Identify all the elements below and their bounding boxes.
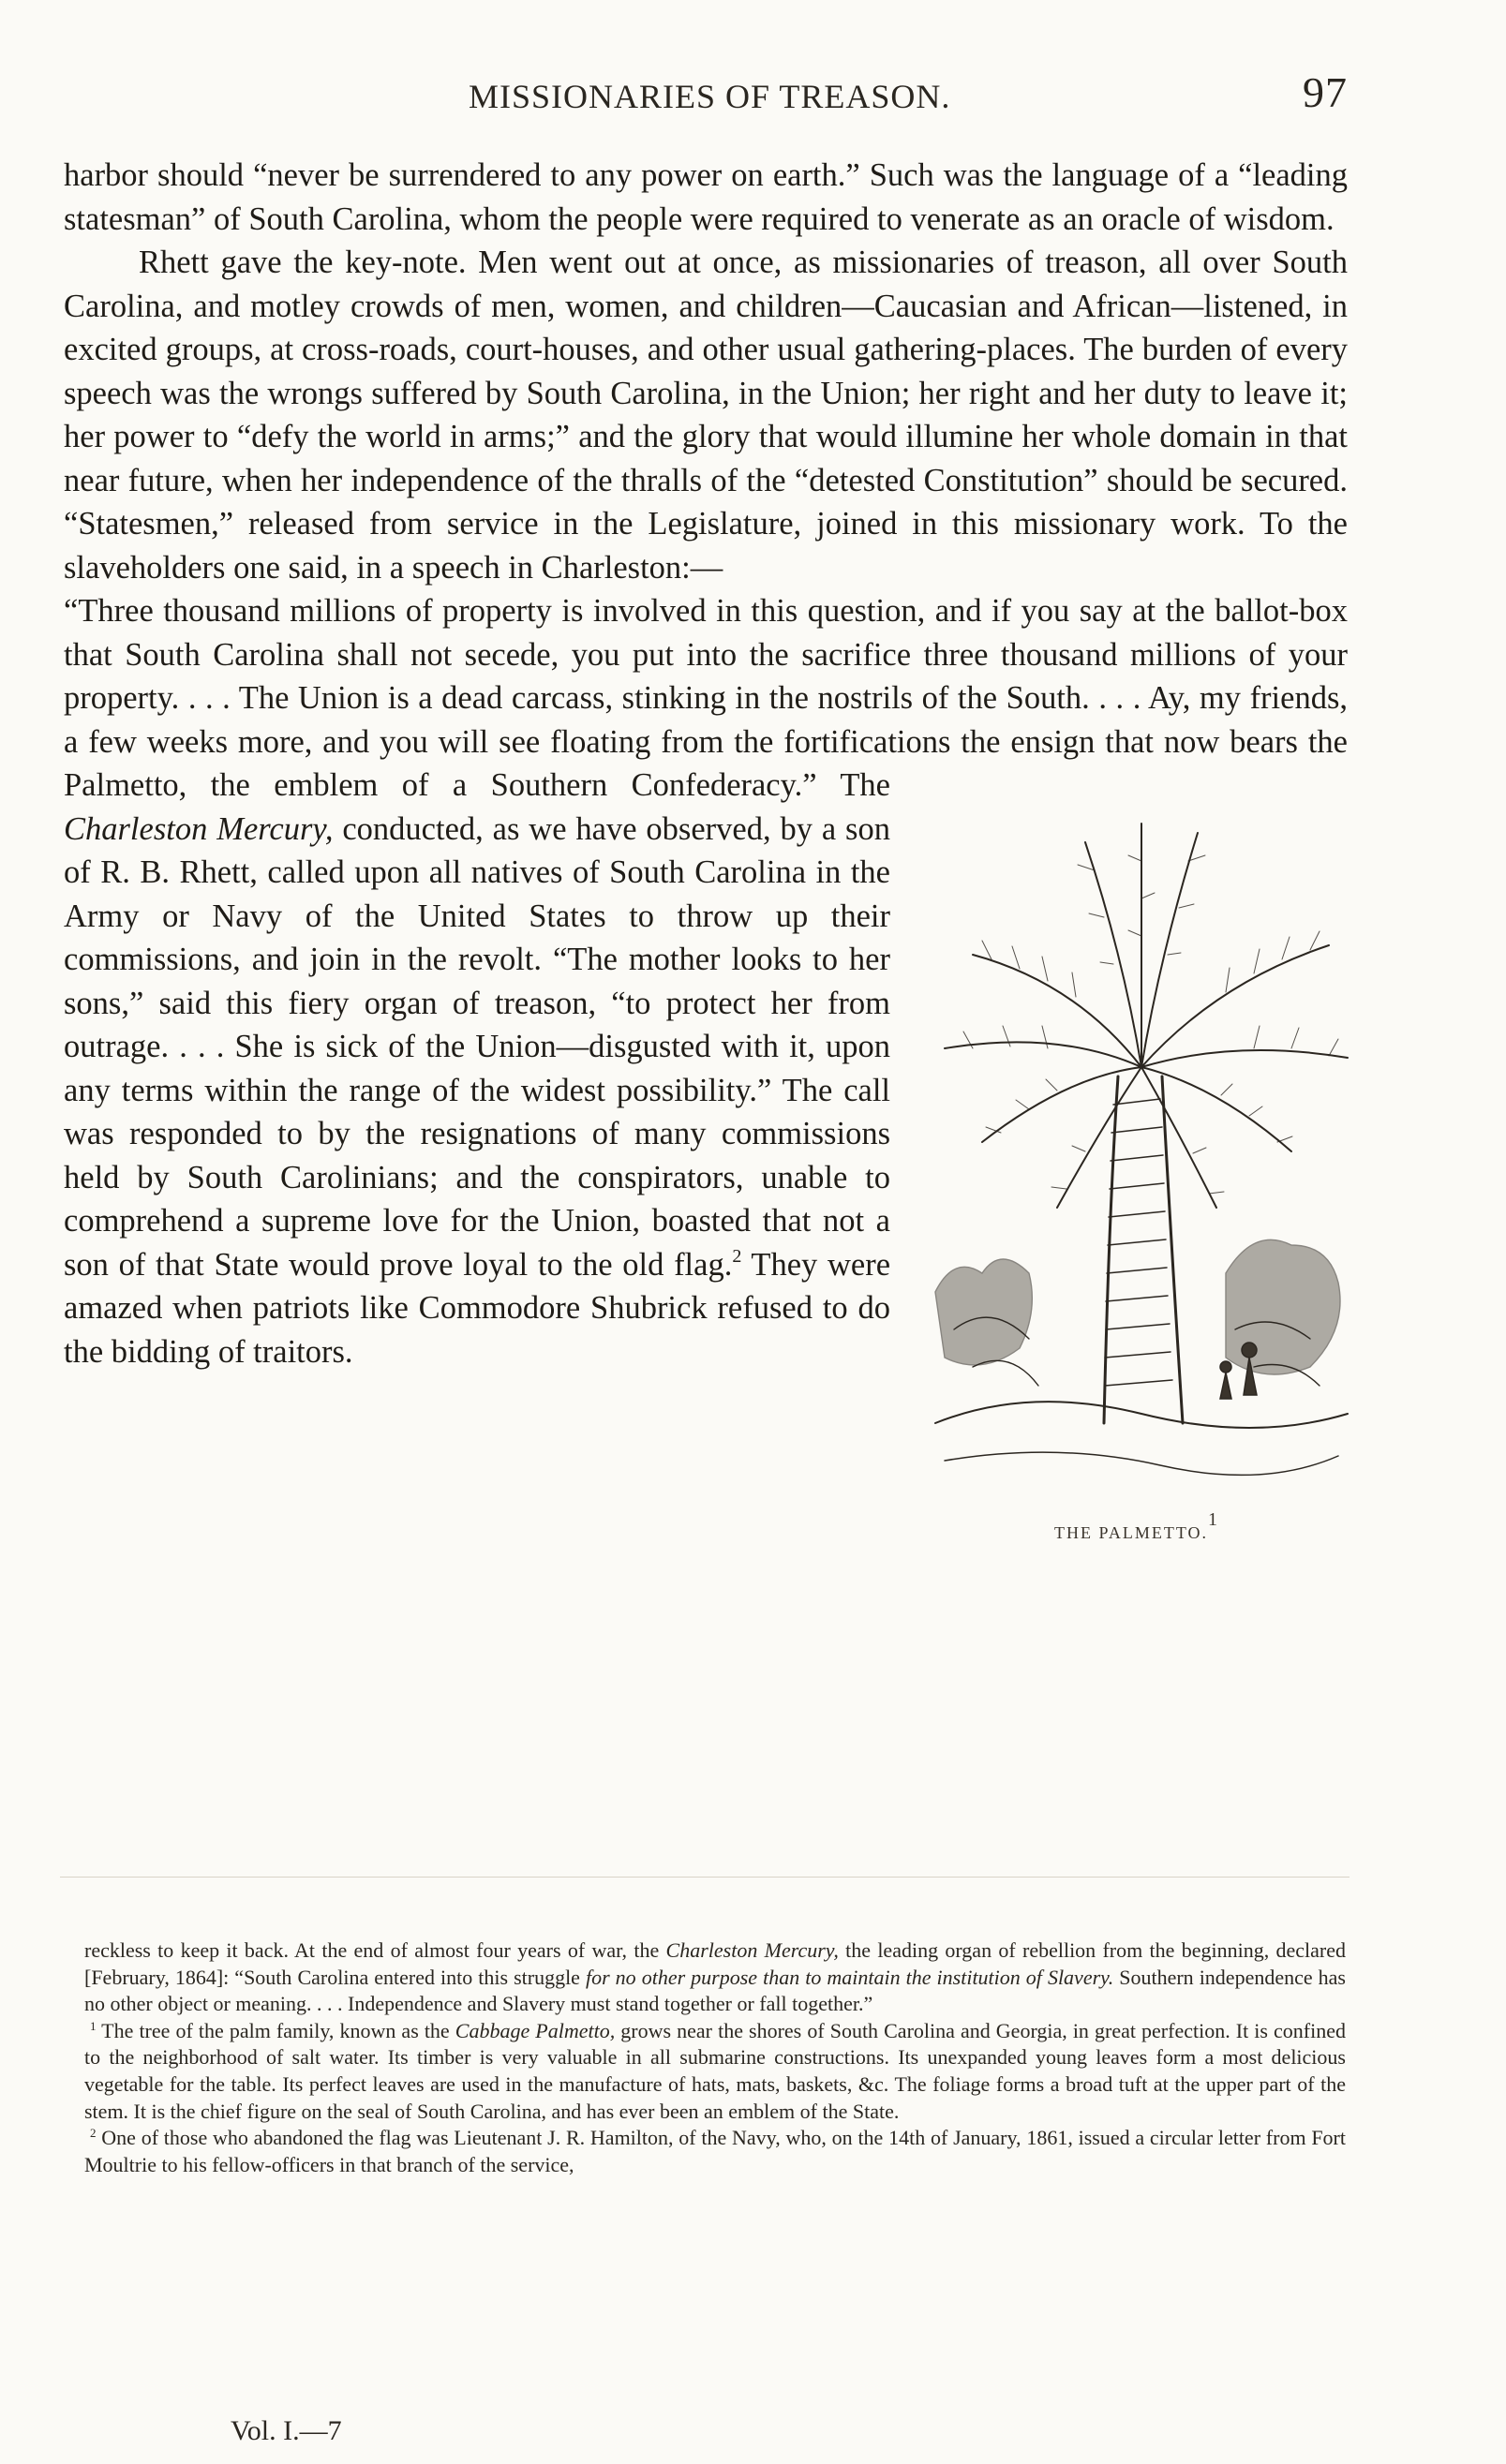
- paragraph-3-part-b: conducted, as we have observed, by a son of R. B. Rhett, called upon all natives of South Carolina in the Army or Navy of the United States to throw up their commissions, and join in the revolt. “The mother looks to her sons,” said this fiery organ of treason, “to protect her from outrage. . . . She is sick of the Union—disgusted with it, upon any terms within the range of the widest possibility.” The call was responded to by the resignations of many commissions held by South Carolinians; and the conspirators, unable to comprehend a supreme love for the Union, boasted that not a son of that State would prove loyal to the old flag.: [64, 810, 890, 1283]
- footnote-ref-2: 2: [732, 1245, 742, 1267]
- figure-caption-footnote-mark: 1: [1208, 1509, 1219, 1530]
- footnote-divider: [60, 1877, 1349, 1878]
- running-header: [412, 67, 1348, 124]
- footnote-2-text: One of those who abandoned the flag was Lieutenant J. R. Hamilton, of the Navy, who, on the 14th of January, 1861, issued a circular letter from Fort Moultrie to his fellow-officers in that branch of the service,: [84, 2126, 1346, 2176]
- palmetto-figure: [917, 767, 1357, 1554]
- signature-mark: Vol. I.—7: [231, 2415, 342, 2446]
- footnote-continued-em1: Charleston Mercury,: [665, 1938, 839, 1962]
- figure-caption: [917, 1511, 1357, 1555]
- paragraph-3: [64, 589, 1348, 1542]
- footnote-2: [84, 2125, 1346, 2178]
- paragraph-1: harbor should “never be surrendered to any power on earth.” Such was the language of a “leading statesman” of South Carolina, whom the people were required to venerate as an oracle of wisdom.: [64, 157, 1348, 237]
- page-number: 97: [1303, 68, 1348, 116]
- footnote-1-b: grows near the shores of South Carolina and Georgia, in great perfection. It is confined to the neighborhood of salt water. Its timber is very valuable in all submarine constructions. Its unexpanded young leaves form a most delicious vegetable for the table. Its perfect leaves are used in the manufacture of hats, mats, baskets, &c. The foliage forms a broad tuft at the upper part of the stem. It is the chief figure on the seal of South Carolina, and has ever been an emblem of the State.: [84, 2018, 1347, 2123]
- mercury-title: Charleston Mercury,: [64, 810, 334, 847]
- paragraph-2: Rhett gave the key-note. Men went out at once, as missionaries of treason, all over South Carolina, and motley crowds of men, women, and children—Caucasian and African—listened, in excited groups, at cross-roads, court-houses, and other usual gathering-places. The burden of every speech was the wrongs suffered by South Carolina, in the Union; her right and her duty to leave it; her power to “defy the world in arms;” and the glory that would illumine her whole domain in that near future, when her independence of the thralls of the “detested Constitution” should be secured. “Statesmen,” released from service in the Legislature, joined in this missionary work. To the slaveholders one said, in a speech in Charleston:—: [64, 245, 1348, 586]
- paragraph-3-part-a: “Three thousand millions of property is involved in this question, and if you say at the ballot-box that South Carolina shall not secede, you put into the sacrifice three thousand millions of your property. . . . The Union is a dead carcass, stinking in the nostrils of the South. . . . Ay, my friends, a few weeks more, and you will see floating from the fortifications the ensign that now bears the Palmetto, the emblem of a Southern Confederacy.” The: [64, 593, 1348, 803]
- footnote-continued-b: the leading organ of rebellion from the beginning, declared [February, 1864]: “South Carolina entered into this struggle: [84, 1938, 1347, 1989]
- footnote-continued-c: Southern independence has no other object or meaning. . . . Independence and Slavery must stand together or fall together.”: [84, 1965, 1346, 2016]
- figure-caption-text: THE PALMETTO.: [1053, 1523, 1208, 1542]
- main-text: [64, 154, 1348, 1554]
- footnote-1-em: Cabbage Palmetto,: [455, 2018, 616, 2042]
- palmetto-illustration: [917, 767, 1357, 1507]
- footnote-continued-a: reckless to keep it back. At the end of almost four years of war, the: [84, 1938, 666, 1962]
- footnotes: [84, 1937, 1346, 2178]
- footnote-1: [84, 2018, 1346, 2125]
- footnote-continued: [84, 1937, 1346, 2018]
- footnote-2-mark: 2: [90, 2126, 97, 2141]
- footnote-1-mark: 1: [90, 2018, 97, 2033]
- footnote-1-a: The tree of the palm family, known as the: [96, 2018, 455, 2042]
- running-title: MISSIONARIES OF TREASON.: [469, 78, 951, 115]
- footnote-continued-em2: for no other purpose than to maintain the institution of Slavery.: [585, 1965, 1114, 1989]
- paragraph-3-part-c: They were amazed when patriots like Commodore Shubrick refused to do the bidding of traitors.: [64, 1246, 891, 1370]
- paragraph-3-italic-title: [64, 811, 333, 847]
